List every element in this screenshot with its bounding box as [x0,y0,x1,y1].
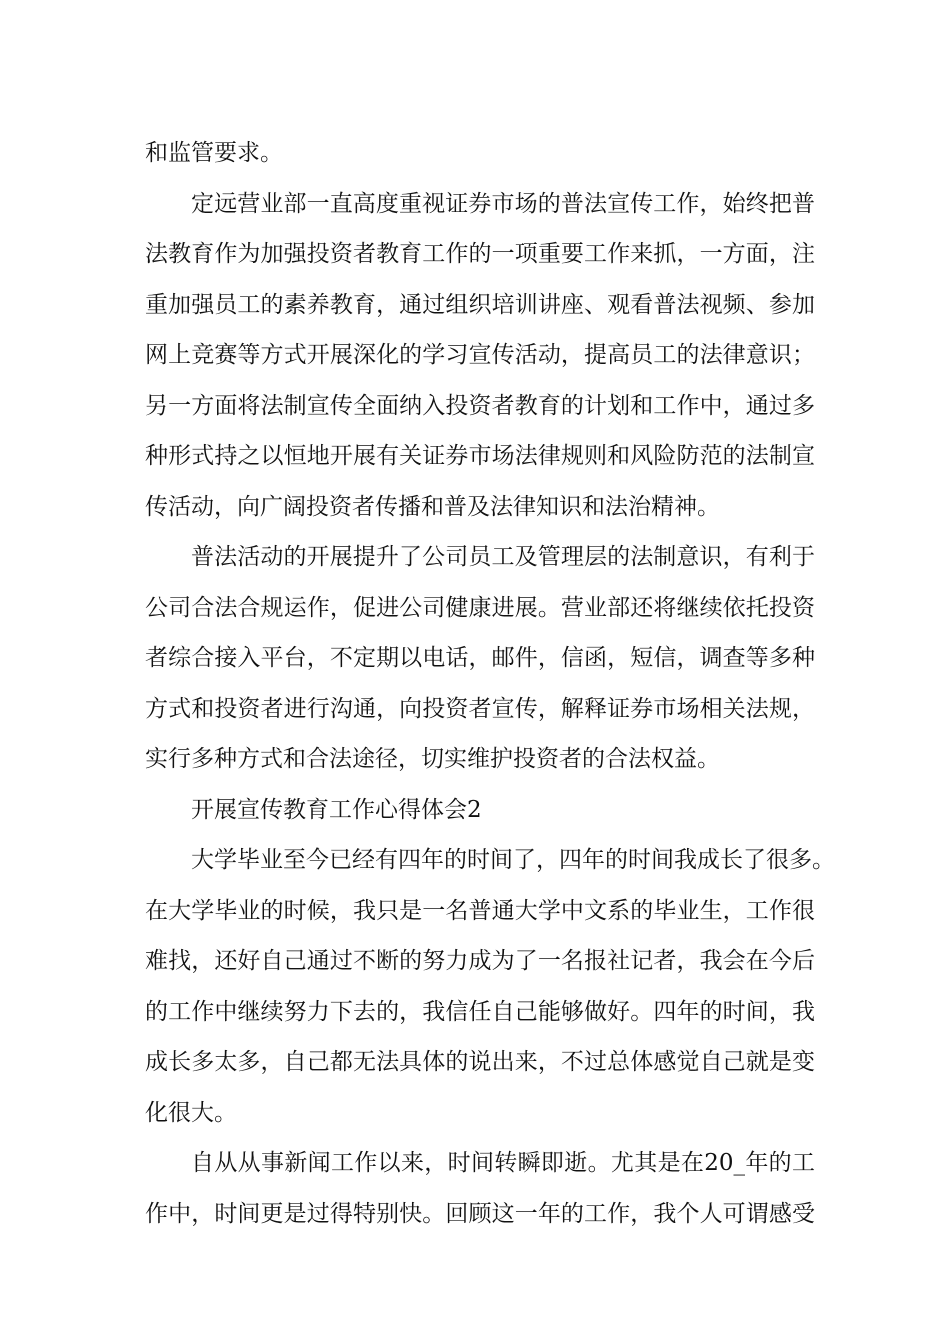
body-text [145,128,835,1239]
text-line: 另一方面将法制宣传全面纳入投资者教育的计划和工作中，通过多 [145,392,815,419]
text-line: 在大学毕业的时候，我只是一名普通大学中文系的毕业生，工作很 [145,897,815,924]
text-line: 开展宣传教育工作心得体会2 [191,796,482,823]
text-line: 方式和投资者进行沟通，向投资者宣传，解释证券市场相关法规， [145,695,815,722]
text-line: 和监管要求。 [145,140,283,166]
text-line: 作中，时间更是过得特别快。回顾这一年的工作，我个人可谓感受 [145,1200,815,1227]
text-line: 成长多太多，自己都无法具体的说出来，不过总体感觉自己就是变 [145,1049,815,1075]
text-line: 大学毕业至今已经有四年的时间了，四年的时间我成长了很多。 [191,847,835,873]
text-line: 者综合接入平台，不定期以电话，邮件，信函，短信，调查等多种 [145,645,815,671]
text-line: 公司合法合规运作，促进公司健康进展。营业部还将继续依托投资 [145,594,815,621]
text-line: 化很大。 [145,1099,237,1126]
text-line: 实行多种方式和合法途径，切实维护投资者的合法权益。 [145,746,720,772]
text-line: 的工作中继续努力下去的，我信任自己能够做好。四年的时间，我 [145,998,815,1025]
text-line: 传活动，向广阔投资者传播和普及法律知识和法治精神。 [145,493,720,520]
text-line: 自从从事新闻工作以来，时间转瞬即逝。尤其是在20_年的工 [191,1150,815,1176]
text-line: 定远营业部一直高度重视证券市场的普法宣传工作，始终把普 [191,190,815,217]
text-line: 重加强员工的素养教育，通过组织培训讲座、观看普法视频、参加 [145,291,815,318]
text-line: 法教育作为加强投资者教育工作的一项重要工作来抓，一方面，注 [145,241,815,267]
text-line: 网上竞赛等方式开展深化的学习宣传活动，提高员工的法律意识； [145,342,815,368]
text-line: 难找，还好自己通过不断的努力成为了一名报社记者，我会在今后 [145,948,815,974]
text-line: 普法活动的开展提升了公司员工及管理层的法制意识，有利于 [191,544,815,570]
text-line: 种形式持之以恒地开展有关证券市场法律规则和风险防范的法制宣 [145,443,815,469]
